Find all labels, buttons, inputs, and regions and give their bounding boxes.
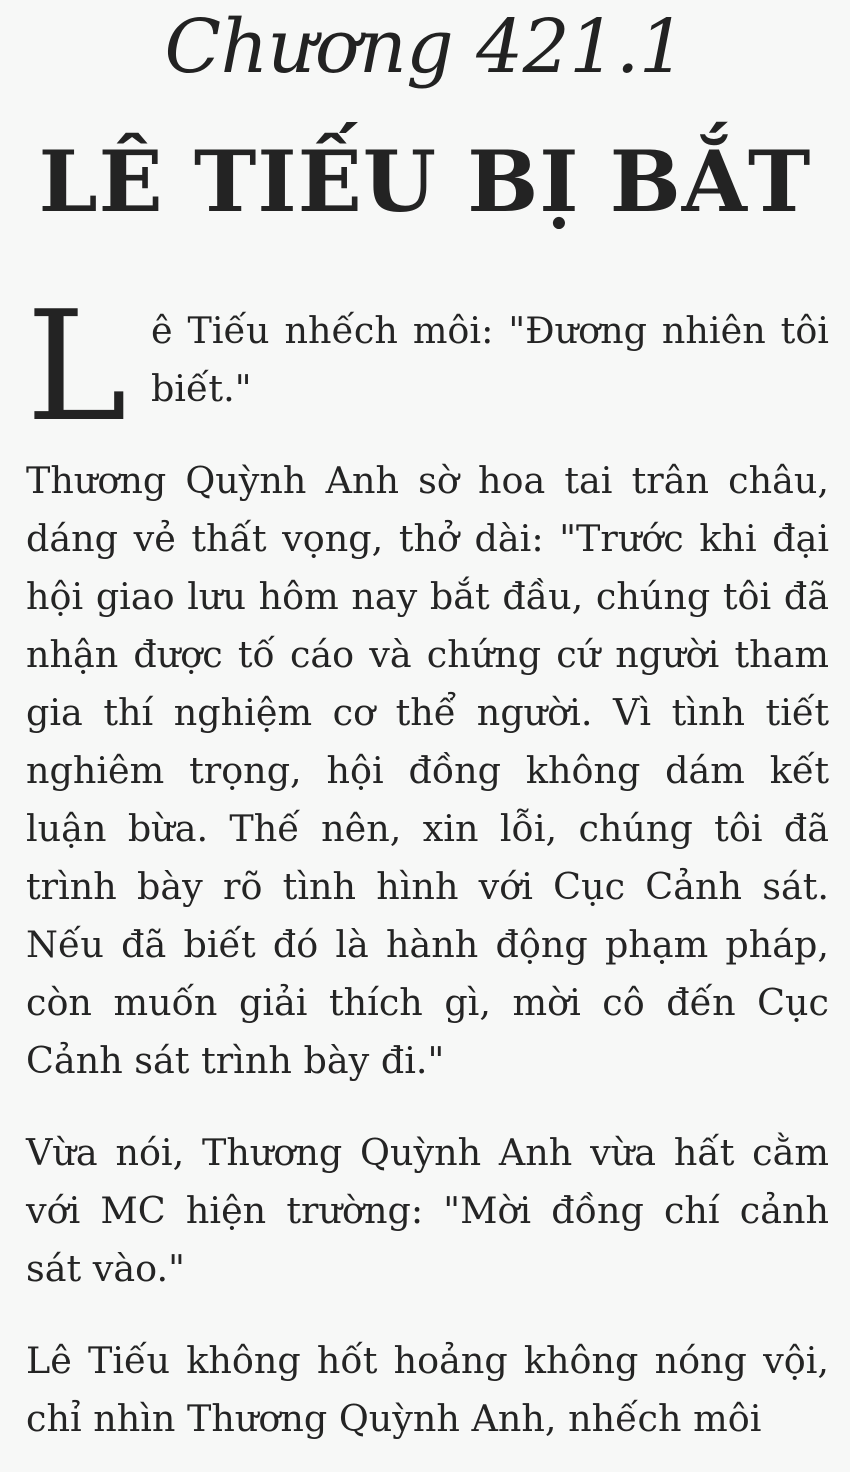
paragraph-4: Lê Tiếu không hốt hoảng không nóng vội, chỉ nhìn Thương Quỳnh Anh, nhếch môi bbox=[26, 1339, 829, 1440]
paragraph-1 bbox=[26, 278, 829, 455]
paragraph-2: Thương Quỳnh Anh sờ hoa tai trân châu, dáng vẻ thất vọng, thở dài: "Trước khi đại hội giao lưu hôm nay bắt đầu, chúng tôi đã nhận được tố cáo và chứng cứ người tham gia thí nghiệm cơ thể người. Vì tình tiết nghiêm trọng, hội đồng không dám kết luận bừa. Thế nên, xin lỗi, chúng tôi đã trình bày rõ tình hình với Cục Cảnh sát. Nếu đã biết đó là hành động phạm pháp, còn muốn giải thích gì, mời cô đến Cục Cảnh sát trình bày đi." bbox=[26, 459, 829, 1082]
chapter-title: LÊ TIẾU BỊ BẮT bbox=[38, 132, 812, 231]
chapter-number: Chương 421.1 bbox=[164, 4, 686, 90]
paragraph-1-text: ê Tiếu nhếch môi: "Đương nhiên tôi biết." bbox=[150, 309, 829, 410]
paragraph-3: Vừa nói, Thương Quỳnh Anh vừa hất cằm với MC hiện trường: "Mời đồng chí cảnh sát vào." bbox=[26, 1131, 829, 1290]
drop-cap: L bbox=[26, 278, 127, 455]
chapter-body bbox=[26, 278, 829, 1472]
